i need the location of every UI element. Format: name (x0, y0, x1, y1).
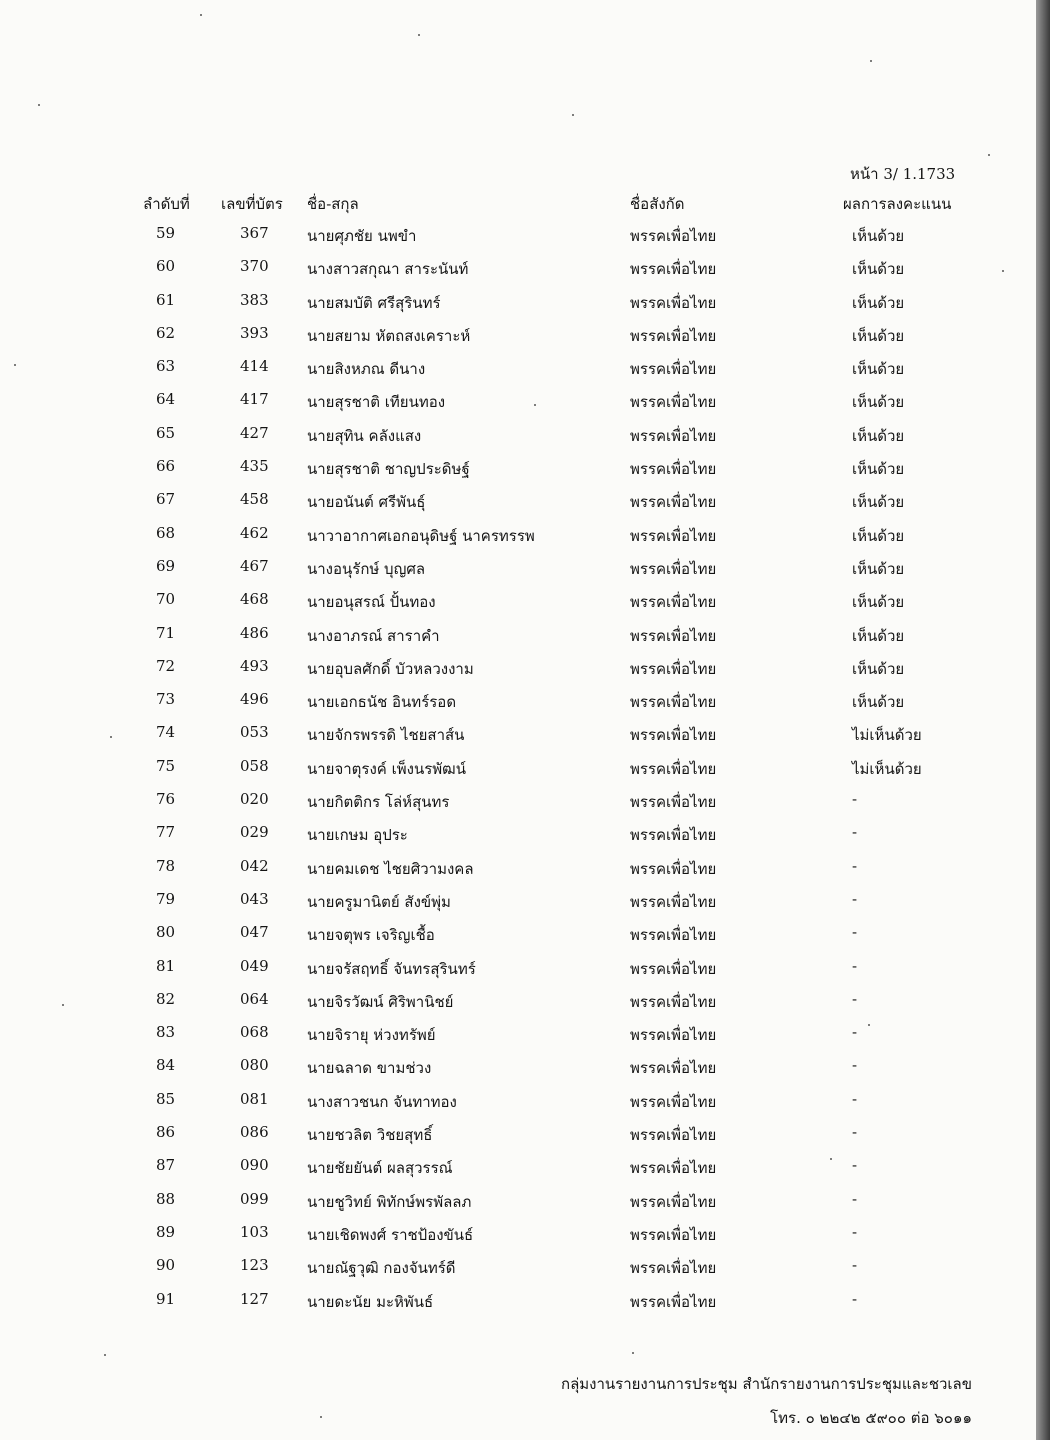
row-seq: 71 (156, 623, 176, 642)
row-card: 086 (240, 1123, 269, 1142)
table-row (0, 957, 1036, 990)
row-party: พรรคเพื่อไทย (630, 693, 717, 712)
row-seq: 61 (156, 290, 176, 309)
row-name: นางสาวชนก จันทาทอง (307, 1092, 457, 1111)
row-seq: 83 (156, 1023, 176, 1042)
row-seq: 82 (156, 989, 176, 1008)
scan-speck (534, 404, 536, 406)
row-party: พรรคเพื่อไทย (630, 1159, 717, 1178)
header-card: เลขที่บัตร (221, 195, 283, 213)
row-vote: เห็นด้วย (852, 260, 905, 279)
table-row (0, 557, 1036, 590)
row-card: 099 (240, 1189, 269, 1208)
row-name: นายเชิดพงศ์ ราชป้องขันธ์ (307, 1225, 474, 1244)
row-card: 370 (240, 257, 269, 276)
row-party: พรรคเพื่อไทย (630, 626, 717, 645)
row-card: 049 (240, 956, 269, 975)
row-card: 020 (240, 790, 269, 809)
table-row (0, 990, 1036, 1023)
row-card: 123 (240, 1256, 269, 1275)
row-name: นายจิรายุ ห่วงทรัพย์ (307, 1026, 436, 1045)
table-row (0, 1090, 1036, 1123)
row-party: พรรคเพื่อไทย (630, 892, 717, 911)
row-card: 427 (240, 423, 269, 442)
row-seq: 75 (156, 756, 176, 775)
row-vote: - (852, 1023, 858, 1042)
row-card: 081 (240, 1089, 269, 1108)
row-card: 043 (240, 889, 269, 908)
page-number: หน้า 3/ 1.1733 (850, 165, 956, 183)
row-vote: - (852, 1156, 858, 1175)
row-vote: - (852, 790, 858, 809)
row-card: 417 (240, 390, 269, 409)
row-card: 047 (240, 923, 269, 942)
scan-speck (830, 1158, 832, 1160)
row-party: พรรคเพื่อไทย (630, 360, 717, 379)
table-row (0, 1190, 1036, 1223)
footer-office: กลุ่มงานรายงานการประชุม สำนักรายงานการประชุมและชวเลข (560, 1375, 972, 1393)
table-row (0, 657, 1036, 690)
table-row (0, 823, 1036, 856)
scan-speck (320, 1416, 322, 1418)
row-seq: 78 (156, 856, 176, 875)
row-seq: 77 (156, 823, 176, 842)
row-vote: - (852, 956, 858, 975)
row-name: นายชัยยันต์ ผลสุวรรณ์ (307, 1159, 453, 1178)
row-name: นายจักรพรรดิ ไชยสาส์น (307, 726, 465, 745)
scan-speck (62, 1004, 64, 1006)
scan-speck (38, 104, 40, 106)
row-party: พรรคเพื่อไทย (630, 260, 717, 279)
row-seq: 79 (156, 889, 176, 908)
row-seq: 72 (156, 656, 176, 675)
row-party: พรรคเพื่อไทย (630, 959, 717, 978)
row-card: 467 (240, 556, 269, 575)
table-row (0, 1023, 1036, 1056)
row-seq: 67 (156, 490, 176, 509)
row-vote: เห็นด้วย (852, 559, 905, 578)
row-vote: - (852, 1089, 858, 1108)
row-seq: 85 (156, 1089, 176, 1108)
table-row (0, 490, 1036, 523)
row-name: นายสยาม หัตถสงเคราะห์ (307, 326, 471, 345)
row-card: 393 (240, 323, 269, 342)
row-vote: เห็นด้วย (852, 693, 905, 712)
row-card: 103 (240, 1222, 269, 1241)
table-row (0, 457, 1036, 490)
row-name: นางอาภรณ์ สาราคำ (307, 626, 440, 645)
row-vote: เห็นด้วย (852, 460, 905, 479)
row-name: นางสาวสกุณา สาระนันท์ (307, 260, 469, 279)
row-vote: - (852, 1289, 858, 1308)
row-party: พรรคเพื่อไทย (630, 793, 717, 812)
row-vote: เห็นด้วย (852, 626, 905, 645)
row-name: นายครูมานิตย์ สังข์พุ่ม (307, 892, 451, 911)
row-vote: เห็นด้วย (852, 360, 905, 379)
scan-speck (870, 60, 872, 62)
table-row (0, 690, 1036, 723)
row-seq: 86 (156, 1123, 176, 1142)
row-seq: 84 (156, 1056, 176, 1075)
row-name: นายอุบลศักดิ์ บัวหลวงงาม (307, 659, 474, 678)
row-card: 029 (240, 823, 269, 842)
row-card: 462 (240, 523, 269, 542)
table-header (0, 192, 1036, 216)
header-party: ชื่อสังกัด (630, 195, 685, 213)
row-party: พรรคเพื่อไทย (630, 759, 717, 778)
row-seq: 65 (156, 423, 176, 442)
row-vote: - (852, 1256, 858, 1275)
row-party: พรรคเพื่อไทย (630, 460, 717, 479)
scan-speck (1002, 270, 1004, 272)
row-name: นายอนุสรณ์ ปั้นทอง (307, 593, 436, 612)
row-party: พรรคเพื่อไทย (630, 1292, 717, 1311)
table-row (0, 1290, 1036, 1323)
row-party: พรรคเพื่อไทย (630, 926, 717, 945)
header-name: ชื่อ-สกุล (307, 195, 359, 213)
table-row (0, 324, 1036, 357)
row-name: นายฉลาด ขามช่วง (307, 1059, 432, 1078)
row-vote: - (852, 1189, 858, 1208)
page-edge-shadow (1036, 0, 1050, 1440)
row-seq: 80 (156, 923, 176, 942)
table-row (0, 524, 1036, 557)
row-name: นายณัฐวุฒิ กองจันทร์ดี (307, 1259, 456, 1278)
scan-speck (572, 114, 574, 116)
row-party: พรรคเพื่อไทย (630, 1059, 717, 1078)
scan-speck (868, 1024, 870, 1026)
row-card: 458 (240, 490, 269, 509)
row-seq: 68 (156, 523, 176, 542)
scan-speck (14, 364, 16, 366)
row-vote: เห็นด้วย (852, 426, 905, 445)
table-row (0, 390, 1036, 423)
row-party: พรรคเพื่อไทย (630, 559, 717, 578)
row-party: พรรคเพื่อไทย (630, 493, 717, 512)
row-vote: ไม่เห็นด้วย (852, 759, 922, 778)
vote-table (0, 224, 1036, 1323)
row-party: พรรคเพื่อไทย (630, 859, 717, 878)
table-row (0, 590, 1036, 623)
table-row (0, 224, 1036, 257)
row-card: 080 (240, 1056, 269, 1075)
row-party: พรรคเพื่อไทย (630, 426, 717, 445)
row-seq: 81 (156, 956, 176, 975)
row-vote: - (852, 1123, 858, 1142)
row-vote: - (852, 1222, 858, 1241)
table-row (0, 790, 1036, 823)
row-seq: 74 (156, 723, 176, 742)
row-seq: 69 (156, 556, 176, 575)
row-name: นายจิรวัฒน์ ศิริพานิชย์ (307, 992, 454, 1011)
row-name: นายสุรชาติ ชาญประดิษฐ์ (307, 460, 470, 479)
table-row (0, 257, 1036, 290)
row-card: 064 (240, 989, 269, 1008)
row-party: พรรคเพื่อไทย (630, 659, 717, 678)
row-party: พรรคเพื่อไทย (630, 393, 717, 412)
table-row (0, 757, 1036, 790)
table-row (0, 424, 1036, 457)
row-seq: 73 (156, 690, 176, 709)
row-card: 058 (240, 756, 269, 775)
row-party: พรรคเพื่อไทย (630, 1026, 717, 1045)
row-name: นายดะนัย มะหิพันธ์ (307, 1292, 434, 1311)
row-name: นาวาอากาศเอกอนุดิษฐ์ นาครทรรพ (307, 526, 535, 545)
header-vote: ผลการลงคะแนน (843, 195, 952, 213)
row-party: พรรคเพื่อไทย (630, 227, 717, 245)
row-name: นายสุรชาติ เทียนทอง (307, 393, 446, 412)
row-name: นายจาตุรงค์ เพ็งนรพัฒน์ (307, 759, 466, 778)
row-name: นายชวลิต วิชยสุทธิ์ (307, 1126, 433, 1145)
row-seq: 89 (156, 1222, 176, 1241)
row-card: 090 (240, 1156, 269, 1175)
row-seq: 87 (156, 1156, 176, 1175)
row-card: 367 (240, 224, 269, 242)
scan-speck (110, 736, 112, 738)
row-card: 053 (240, 723, 269, 742)
row-seq: 62 (156, 323, 176, 342)
row-vote: เห็นด้วย (852, 326, 905, 345)
table-row (0, 1256, 1036, 1289)
row-party: พรรคเพื่อไทย (630, 326, 717, 345)
row-card: 042 (240, 856, 269, 875)
row-seq: 76 (156, 790, 176, 809)
table-row (0, 723, 1036, 756)
row-party: พรรคเพื่อไทย (630, 593, 717, 612)
row-seq: 60 (156, 257, 176, 276)
row-vote: เห็นด้วย (852, 659, 905, 678)
row-name: นายอนันต์ ศรีพันธุ์ (307, 493, 426, 512)
row-party: พรรคเพื่อไทย (630, 826, 717, 845)
row-vote: เห็นด้วย (852, 393, 905, 412)
row-name: นายคมเดช ไชยศิวามงคล (307, 859, 474, 878)
row-party: พรรคเพื่อไทย (630, 1092, 717, 1111)
row-card: 493 (240, 656, 269, 675)
scan-speck (988, 154, 990, 156)
row-card: 468 (240, 590, 269, 609)
row-vote: ไม่เห็นด้วย (852, 726, 922, 745)
row-vote: - (852, 1056, 858, 1075)
row-name: นายจตุพร เจริญเชื้อ (307, 926, 435, 945)
row-vote: เห็นด้วย (852, 293, 905, 312)
row-seq: 59 (156, 224, 176, 242)
table-row (0, 1223, 1036, 1256)
row-name: นายเอกธนัช อินทร์รอด (307, 693, 457, 712)
table-row (0, 923, 1036, 956)
row-party: พรรคเพื่อไทย (630, 992, 717, 1011)
row-vote: - (852, 923, 858, 942)
row-name: นายสิงหภณ ดีนาง (307, 360, 426, 379)
footer-phone: โทร. ๐ ๒๒๔๒ ๕๙๐๐ ต่อ ๖๐๑๑ (770, 1409, 972, 1427)
row-party: พรรคเพื่อไทย (630, 1192, 717, 1211)
row-name: นายกิตติกร โล่ห์สุนทร (307, 793, 450, 812)
row-card: 414 (240, 357, 269, 376)
row-seq: 91 (156, 1289, 176, 1308)
row-vote: เห็นด้วย (852, 227, 905, 245)
row-vote: - (852, 989, 858, 1008)
table-row (0, 890, 1036, 923)
header-seq: ลำดับที่ (143, 195, 190, 213)
row-name: นายศุภชัย นพขำ (307, 227, 417, 245)
table-row (0, 857, 1036, 890)
table-row (0, 357, 1036, 390)
row-vote: - (852, 823, 858, 842)
row-party: พรรคเพื่อไทย (630, 1225, 717, 1244)
row-seq: 70 (156, 590, 176, 609)
table-row (0, 1056, 1036, 1089)
row-vote: เห็นด้วย (852, 493, 905, 512)
scan-speck (104, 1354, 106, 1356)
row-name: นายชูวิทย์ พิทักษ์พรพัลลภ (307, 1192, 472, 1211)
row-card: 127 (240, 1289, 269, 1308)
table-row (0, 1156, 1036, 1189)
row-party: พรรคเพื่อไทย (630, 293, 717, 312)
row-name: นายสุทิน คลังแสง (307, 426, 422, 445)
row-vote: เห็นด้วย (852, 526, 905, 545)
table-row (0, 624, 1036, 657)
row-seq: 88 (156, 1189, 176, 1208)
row-card: 068 (240, 1023, 269, 1042)
scan-speck (418, 34, 420, 36)
row-card: 486 (240, 623, 269, 642)
row-party: พรรคเพื่อไทย (630, 1259, 717, 1278)
row-name: นางอนุรักษ์ บุญศล (307, 559, 426, 578)
row-card: 383 (240, 290, 269, 309)
row-seq: 63 (156, 357, 176, 376)
row-party: พรรคเพื่อไทย (630, 526, 717, 545)
table-row (0, 1123, 1036, 1156)
scan-speck (632, 1352, 634, 1354)
row-vote: เห็นด้วย (852, 593, 905, 612)
row-party: พรรคเพื่อไทย (630, 726, 717, 745)
row-name: นายสมบัติ ศรีสุรินทร์ (307, 293, 441, 312)
row-name: นายเกษม อุประ (307, 826, 408, 845)
row-name: นายจรัสฤทธิ์ จันทรสุรินทร์ (307, 959, 476, 978)
table-row (0, 291, 1036, 324)
row-vote: - (852, 889, 858, 908)
row-vote: - (852, 856, 858, 875)
row-card: 435 (240, 457, 269, 476)
row-seq: 90 (156, 1256, 176, 1275)
row-seq: 64 (156, 390, 176, 409)
row-party: พรรคเพื่อไทย (630, 1126, 717, 1145)
scan-speck (200, 14, 202, 16)
row-card: 496 (240, 690, 269, 709)
row-seq: 66 (156, 457, 176, 476)
